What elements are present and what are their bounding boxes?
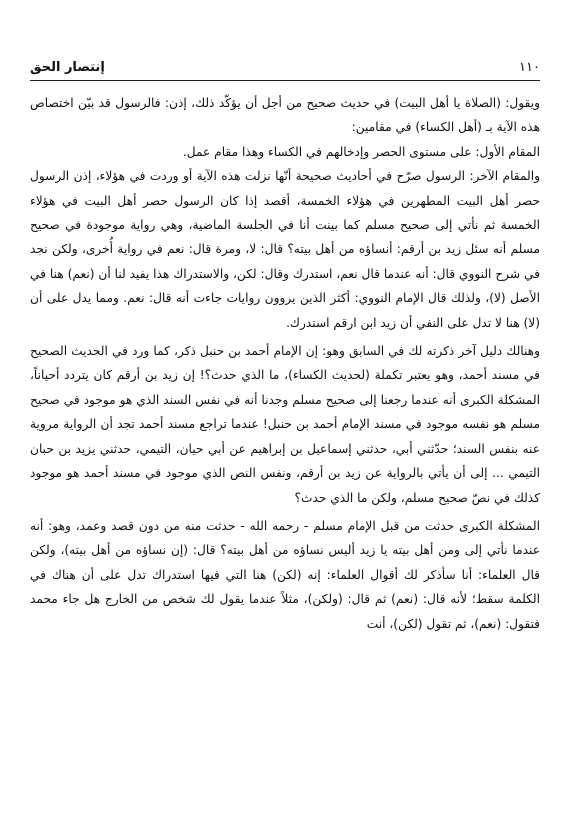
body-text (30, 91, 540, 636)
page-number: ١١٠ (519, 60, 540, 75)
paragraph-major-problem: المشكلة الكبرى حدثت من قبل الإمام مسلم - رحمه الله - حدثت منه من دون قصد وعمد، وهو: أنه عندما نأتي إلى ومن أهل بيته يا زيد أليس نساؤه من أهل بيته؟ قال: (إن نساؤه من أهل بيته)، ولكن قال العلماء: أنا سأذكر لك أقوال العلماء: إنه (لكن) هنا التي فيها استدراك تدل على أن هناك في الكلمة سقط؛ لأنه قال: (نعم) ثم قال: (ولكن)، مثلاً عندما يقول لك شخص من الخارج هل جاء محمد فتقول: (نعم)، ثم تقول (لكن)، أنت (30, 518, 540, 631)
paragraph-first-station: المقام الأول: على مستوى الحصر وإدخالهم في الكساء وهذا مقام عمل. (182, 144, 540, 159)
running-title: إنتصار الحق (30, 60, 105, 75)
paragraph-intro: ويقول: (الصلاة يا أهل البيت) في حديث صحيح من أجل أن يؤكّد ذلك، إذن: فالرسول قد بيّن اختصاص هذه الآية بـ (أهل الكساء) في مقامين: (30, 96, 540, 135)
book-page (30, 58, 540, 818)
paragraph-second-station: والمقام الآخر: الرسول صرّح في أحاديث صحيحة أنّها نزلت هذه الآية أو وردت في هؤلاء، إذن الرسول حصر أهل البيت المطهرين في هؤلاء الخمسة، أقصد إذا كان الرسول حصر أهل البيت في هؤلاء الخمسة ثم نأتي إلى صحيح مسلم كما بينت أنا في الجلسة الماضية، وهي رواية موجودة في صحيح مسلم أنه سئل زيد بن أرقم: أنساؤه من أهل بيته؟ قال: لا، ومرة قال: نعم في رواية أُخرى، ولكن نجد في شرح النووي قال: أنه عندما قال نعم، استدرك وقال: لكن، والاستدراك هذا يفيد لنا أن (نعم) هنا في الأصل (لا)، ولذلك قال الإمام النووي: أكثر الذين يروون روايات جاءت أنه قال: نعم. ومما يدل على أن (لا) هنا لا تدل على النفي أن زيد ابن ارقم استدرك. (30, 169, 540, 330)
paragraph-ahmad-evidence: وهنالك دليل آخر ذكرته لك في السابق وهو: إن الإمام أحمد بن حنبل ذكر، كما ورد في الحديث الصحيح في مسند أحمد، وهو يعتبر تكملة (لحديث الكساء)، ما الذي حدث؟! إن زيد بن أرقم كان يتردد أحياناً، المشكلة الكبرى أنه عندما رجعنا إلى صحيح مسلم وجدنا أنه في نفس السند الذي هو موجود في صحيح مسلم هو نفسه موجود في مسند الإمام أحمد بن حنبل! عندما تراجع مسند أحمد تجد أن الرواية مروية عنه بنفس السند؛ حدّثني أبي، حدثني إسماعيل بن إبراهيم عن أبي حيان، التيمي، حدثني يزيد بن حبان التيمي ... إلى أن يأتي بالرواية عن زيد بن أرقم، ونفس النص الذي موجود في مسند أحمد هو موجود كذلك في نصّ صحيح مسلم، ولكن ما الذي حدث؟ (30, 344, 540, 505)
page-header (30, 58, 540, 81)
